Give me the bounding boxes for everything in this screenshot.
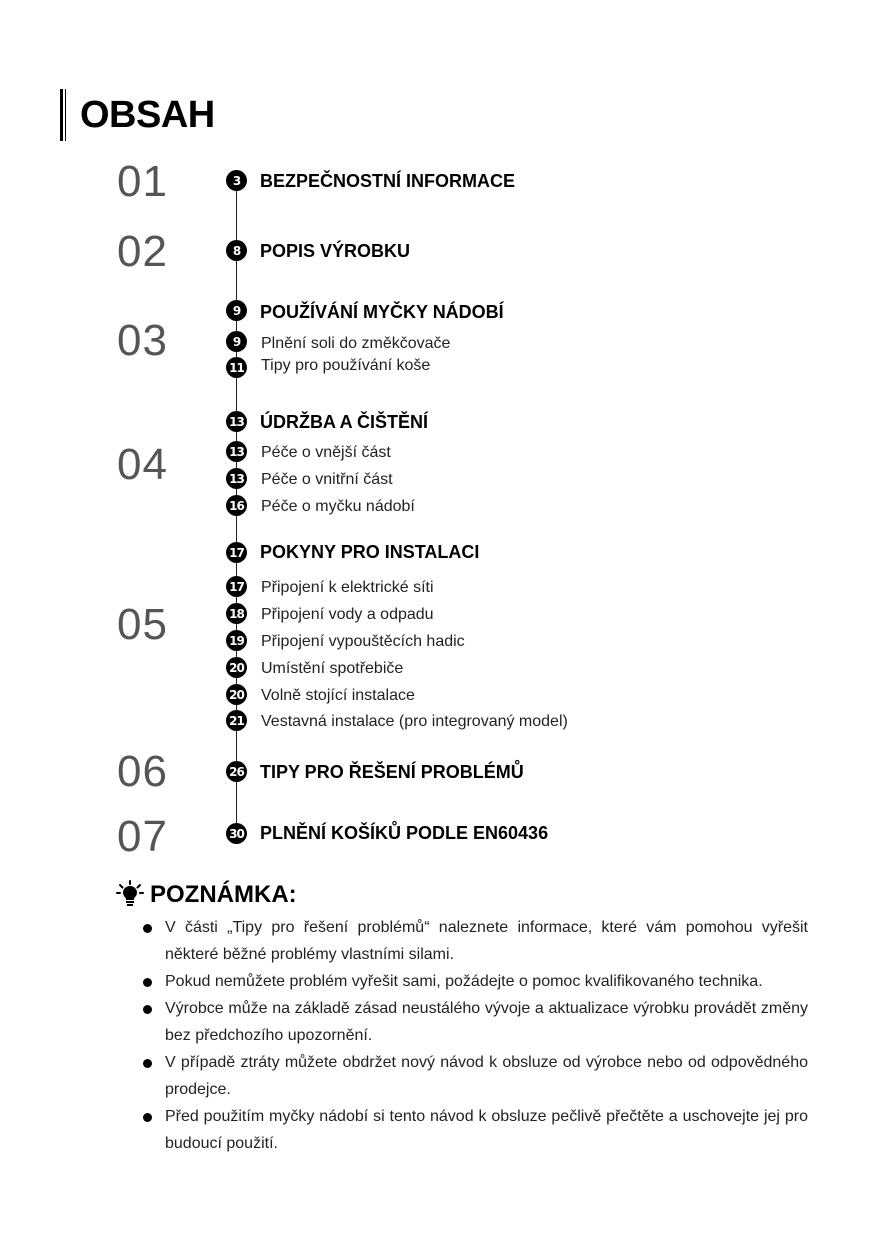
page-title: OBSAH: [80, 94, 215, 136]
toc-heading-safety[interactable]: BEZPEČNOSTNÍ INFORMACE: [260, 171, 516, 191]
note-text: Pokud nemůžete problém vyřešit sami, požádejte o pomoc kvalifikovaného technika.: [165, 973, 763, 990]
toc-item[interactable]: Péče o vnější část: [261, 444, 391, 461]
page-badge: 20: [226, 657, 247, 678]
toc-item[interactable]: Plnění soli do změkčovače: [261, 335, 451, 352]
page-badge: 16: [226, 495, 247, 516]
toc-heading-troubleshooting[interactable]: TIPY PRO ŘEŠENÍ PROBLÉMŮ: [260, 762, 524, 782]
title-accent-bar: [60, 89, 63, 141]
toc-heading-maintenance[interactable]: ÚDRŽBA A ČIŠTĚNÍ: [260, 412, 428, 432]
section-number-05: 05: [117, 600, 168, 649]
toc-item[interactable]: Péče o vnitřní část: [261, 471, 393, 488]
list-item: [140, 995, 808, 1049]
note-text: V části „Tipy pro řešení problémů“ naleznete informace, které vám pomohou vyřešit některé běžné problémy vlastními silami.: [165, 919, 808, 963]
lightbulb-icon: [116, 880, 144, 908]
note-text: Před použitím myčky nádobí si tento návod k obsluze pečlivě přečtěte a uschovejte jej pro budoucí použití.: [165, 1108, 808, 1152]
note-title: POZNÁMKA:: [150, 881, 297, 908]
page-badge: 20: [226, 684, 247, 705]
bullet-icon: [143, 924, 152, 933]
list-item: [140, 914, 808, 968]
page-badge: 13: [226, 441, 247, 462]
page-badge: 11: [226, 357, 247, 378]
list-item: [140, 968, 808, 995]
page-badge: 21: [226, 710, 247, 731]
section-number-03: 03: [117, 316, 168, 365]
page-badge: 17: [226, 576, 247, 597]
section-number-02: 02: [117, 227, 168, 276]
note-text: V případě ztráty můžete obdržet nový návod k obsluze od výrobce nebo od odpovědného prodejce.: [165, 1054, 808, 1098]
toc-item[interactable]: Umístění spotřebiče: [261, 660, 404, 677]
page-badge: 19: [226, 630, 247, 651]
page-badge: 18: [226, 603, 247, 624]
section-number-04: 04: [117, 440, 168, 489]
toc-item[interactable]: Vestavná instalace (pro integrovaný model): [261, 713, 568, 730]
toc-heading-using-dishwasher[interactable]: POUŽÍVÁNÍ MYČKY NÁDOBÍ: [260, 302, 504, 322]
bullet-icon: [143, 1005, 152, 1014]
toc-item[interactable]: Péče o myčku nádobí: [261, 498, 415, 515]
toc-heading-loading-baskets[interactable]: PLNĚNÍ KOŠÍKŮ PODLE EN60436: [260, 823, 549, 843]
bullet-icon: [143, 1113, 152, 1122]
page-badge: 30: [226, 823, 247, 844]
page-badge: 9: [226, 331, 247, 352]
note-list: [140, 914, 808, 1157]
page-badge: 9: [226, 300, 247, 321]
page-badge: 13: [226, 411, 247, 432]
toc-item[interactable]: Připojení vody a odpadu: [261, 606, 434, 623]
toc-item[interactable]: Volně stojící instalace: [261, 687, 415, 704]
page-badge: 17: [226, 542, 247, 563]
toc-heading-installation[interactable]: POKYNY PRO INSTALACI: [260, 542, 480, 562]
page-badge: 13: [226, 468, 247, 489]
toc-heading-product-description[interactable]: POPIS VÝROBKU: [260, 241, 411, 261]
page-badge: 8: [226, 240, 247, 261]
toc-item[interactable]: Připojení vypouštěcích hadic: [261, 633, 465, 650]
title-accent-line: [65, 89, 66, 141]
page-badge: 3: [226, 170, 247, 191]
section-number-07: 07: [117, 812, 168, 861]
section-number-01: 01: [117, 157, 168, 206]
list-item: [140, 1049, 808, 1103]
section-number-06: 06: [117, 747, 168, 796]
bullet-icon: [143, 1059, 152, 1068]
note-text: Výrobce může na základě zásad neustálého vývoje a aktualizace výrobku provádět změny bez předchozího upozornění.: [165, 1000, 808, 1044]
page-badge: 26: [226, 761, 247, 782]
toc-item[interactable]: Tipy pro používání koše: [261, 357, 431, 374]
list-item: [140, 1103, 808, 1157]
toc-item[interactable]: Připojení k elektrické síti: [261, 579, 434, 596]
bullet-icon: [143, 978, 152, 987]
